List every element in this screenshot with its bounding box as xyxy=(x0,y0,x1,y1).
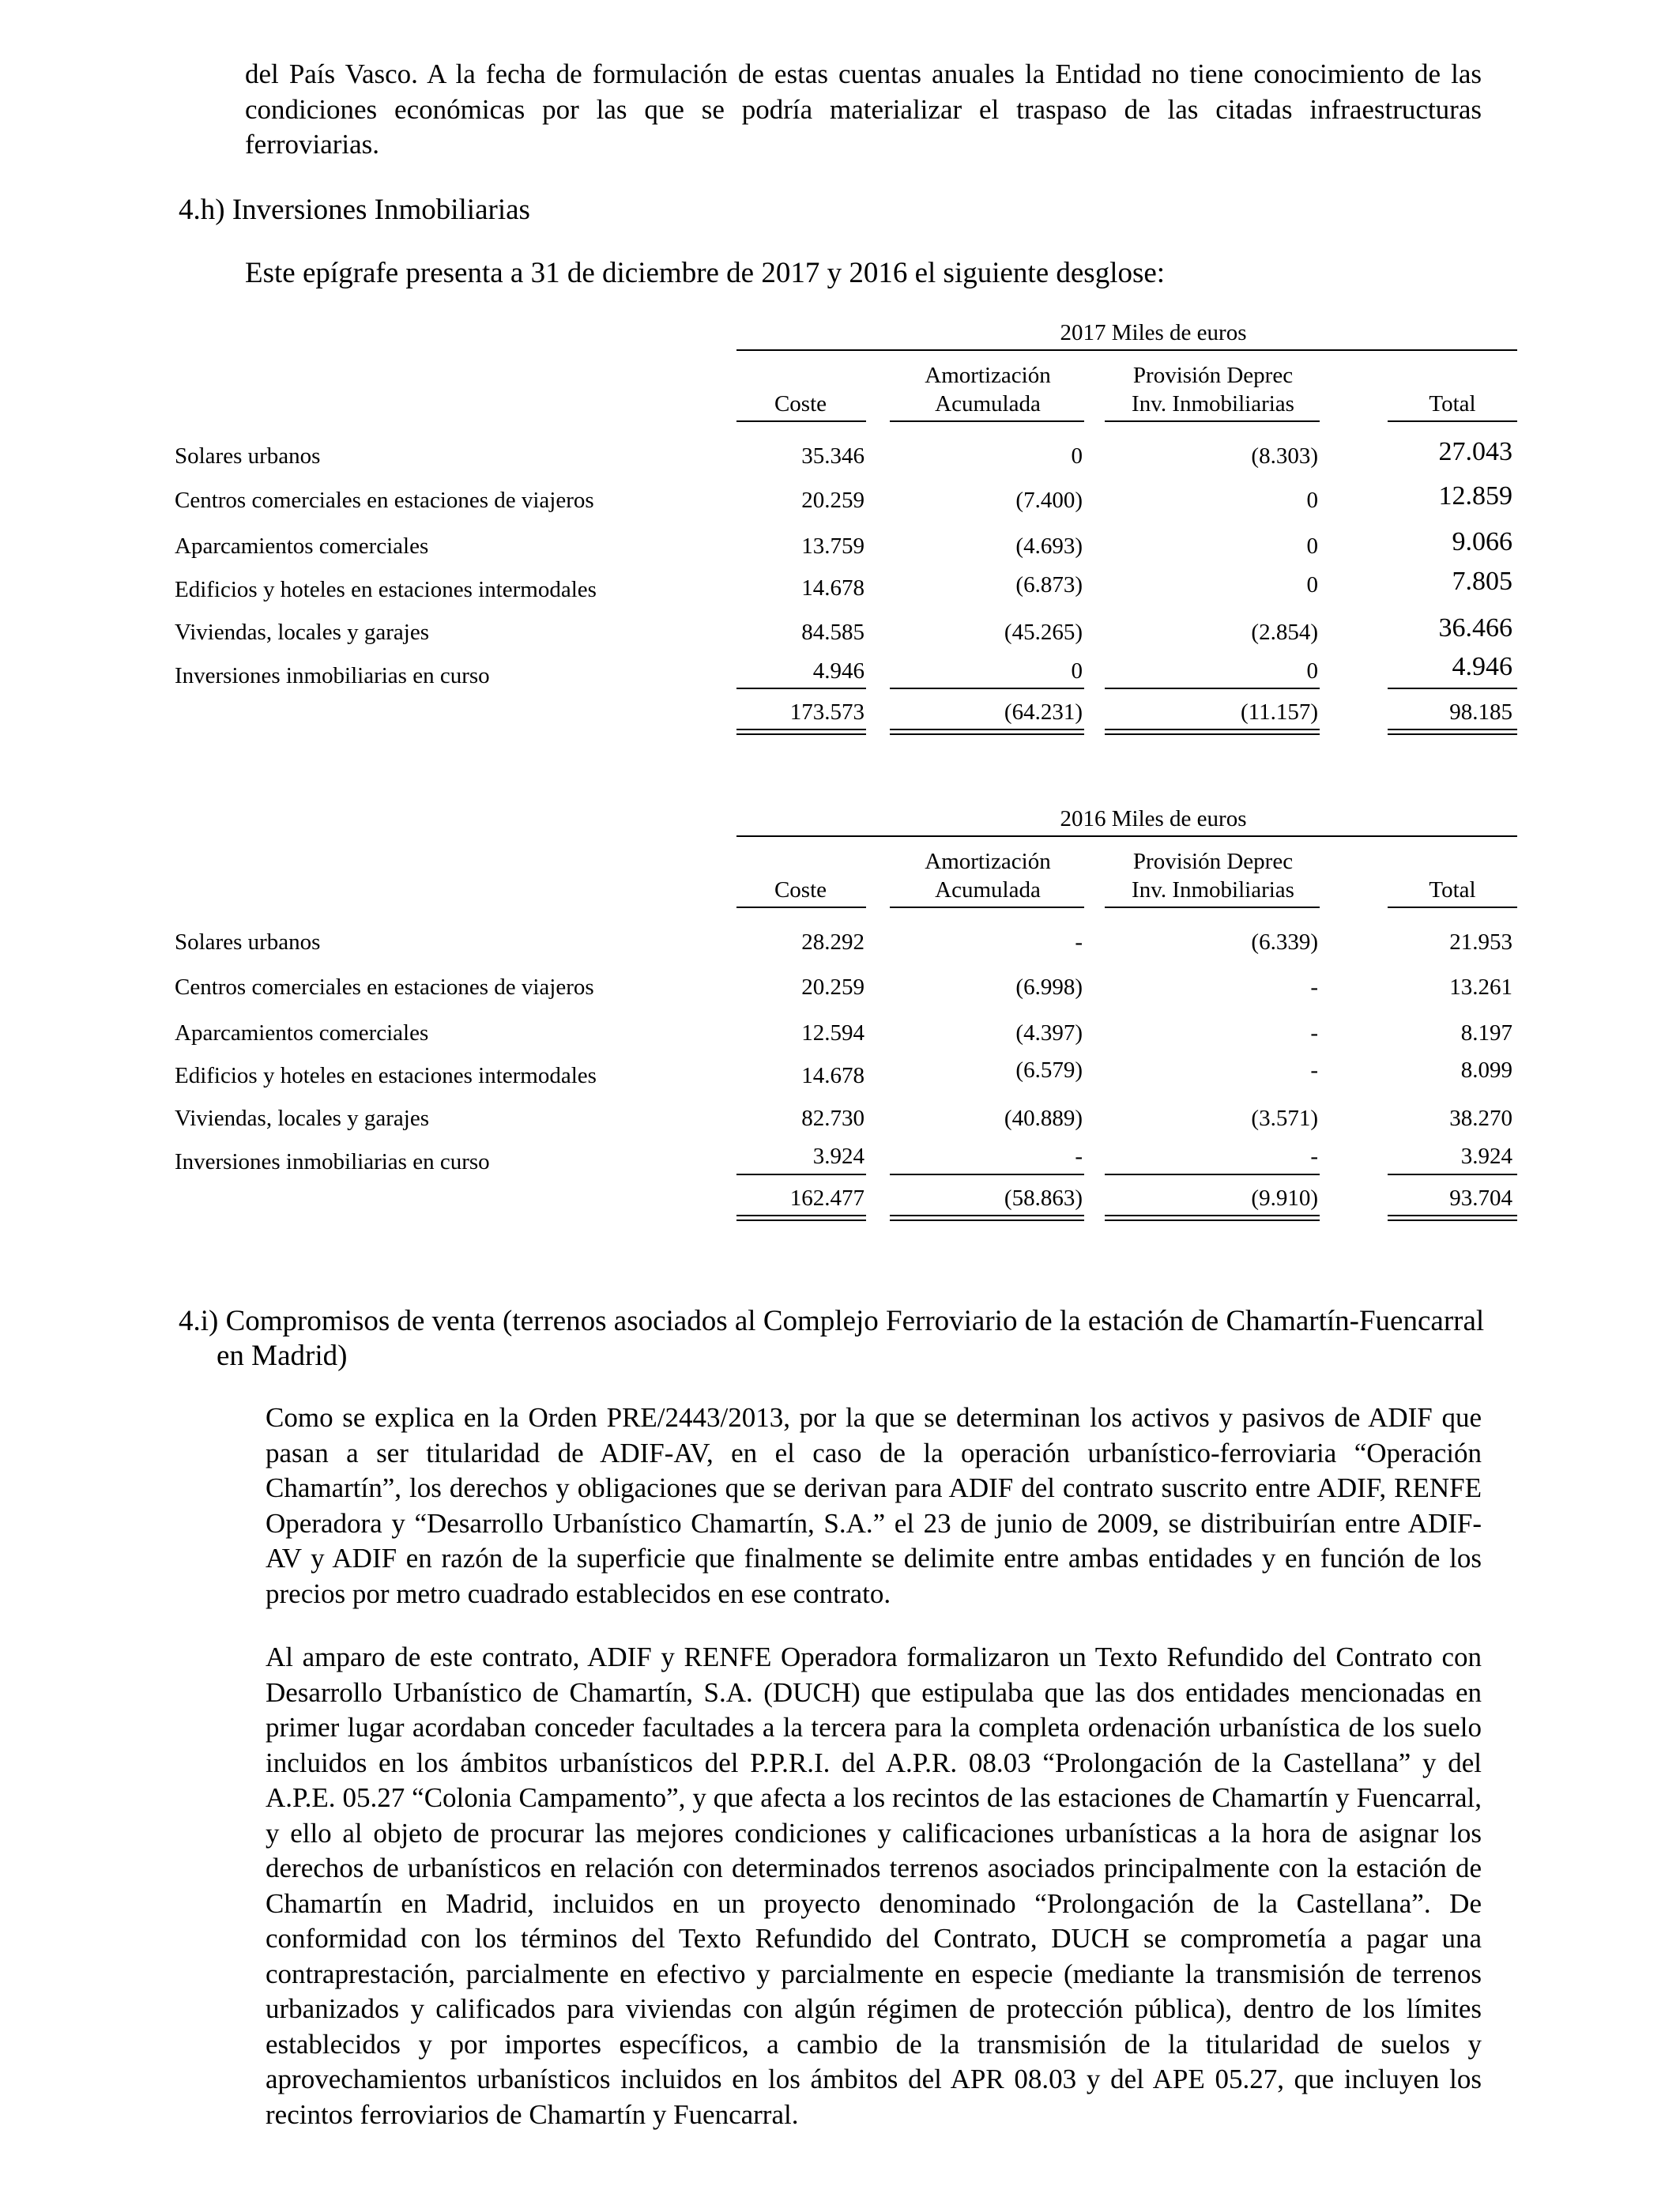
cell-total: 38.270 xyxy=(1449,1106,1512,1131)
subtotal-rule-provision xyxy=(1105,688,1320,689)
total-double-rule-amortizacion xyxy=(890,729,1084,735)
col-header-amortizacion: Amortización xyxy=(925,849,1051,874)
col-header-acumulada: Acumulada xyxy=(935,391,1041,417)
header-rule-total xyxy=(1388,420,1517,422)
cell-amortizacion: 0 xyxy=(1071,658,1083,684)
cell-amortizacion: (4.397) xyxy=(1015,1020,1083,1046)
cell-coste: 13.759 xyxy=(801,533,864,559)
cell-coste: 20.259 xyxy=(801,974,864,1000)
row-label: Centros comerciales en estaciones de viajeros xyxy=(175,974,594,1000)
cell-provision: 0 xyxy=(1306,572,1318,598)
subtotal-rule-amortizacion xyxy=(890,1174,1084,1175)
header-rule-provision xyxy=(1105,420,1320,422)
cell-total: 7.805 xyxy=(1452,567,1512,596)
cell-total: 8.099 xyxy=(1460,1057,1512,1083)
caption-underline xyxy=(736,349,1517,351)
cell-amortizacion: 0 xyxy=(1071,443,1083,469)
row-label: Inversiones inmobiliarias en curso xyxy=(175,1149,490,1174)
header-rule-amortizacion xyxy=(890,420,1084,422)
cell-amortizacion: (4.693) xyxy=(1015,533,1083,559)
cell-provision: (2.854) xyxy=(1251,620,1318,645)
cell-provision: (6.339) xyxy=(1251,929,1318,955)
cell-provision: (8.303) xyxy=(1251,443,1318,469)
subtotal-rule-total xyxy=(1388,688,1517,689)
cell-provision: - xyxy=(1310,1020,1318,1046)
total-provision: (11.157) xyxy=(1241,699,1318,725)
cell-total: 8.197 xyxy=(1460,1020,1512,1046)
cell-provision: - xyxy=(1310,1144,1318,1169)
cell-coste: 3.924 xyxy=(812,1144,864,1169)
total-double-rule-coste xyxy=(736,1215,866,1221)
row-label: Solares urbanos xyxy=(175,443,321,469)
cell-total: 21.953 xyxy=(1449,929,1512,955)
table-caption: 2016 Miles de euros xyxy=(1060,806,1247,831)
total-total: 98.185 xyxy=(1449,699,1512,725)
col-header-coste: Coste xyxy=(774,877,827,903)
cell-amortizacion: (7.400) xyxy=(1015,488,1083,513)
cell-coste: 82.730 xyxy=(801,1106,864,1131)
col-header-coste: Coste xyxy=(774,391,827,417)
total-amortizacion: (64.231) xyxy=(1004,699,1083,725)
cell-amortizacion: (6.579) xyxy=(1015,1057,1083,1083)
cell-coste: 14.678 xyxy=(801,575,864,601)
cell-coste: 28.292 xyxy=(801,929,864,955)
col-header-total: Total xyxy=(1429,391,1476,417)
total-coste: 162.477 xyxy=(789,1186,864,1211)
header-rule-coste xyxy=(736,420,866,422)
total-coste: 173.573 xyxy=(789,699,864,725)
total-double-rule-total xyxy=(1388,1215,1517,1221)
cell-coste: 4.946 xyxy=(812,658,864,684)
cell-total: 3.924 xyxy=(1460,1144,1512,1169)
row-label: Viviendas, locales y garajes xyxy=(175,1106,429,1131)
cell-coste: 35.346 xyxy=(801,443,864,469)
row-label: Inversiones inmobiliarias en curso xyxy=(175,663,490,688)
cell-total: 13.261 xyxy=(1449,974,1512,1000)
col-header-provision: Provisión Deprec xyxy=(1132,363,1294,388)
cell-coste: 14.678 xyxy=(801,1063,864,1088)
cell-amortizacion: - xyxy=(1075,1144,1083,1169)
total-double-rule-provision xyxy=(1105,729,1320,735)
total-double-rule-coste xyxy=(736,729,866,735)
cell-coste: 20.259 xyxy=(801,488,864,513)
total-amortizacion: (58.863) xyxy=(1004,1186,1083,1211)
cell-provision: - xyxy=(1310,1057,1318,1083)
col-header-provision: Provisión Deprec xyxy=(1132,849,1294,874)
cell-amortizacion: (40.889) xyxy=(1004,1106,1083,1131)
section-h-title: 4.h) Inversiones Inmobiliarias xyxy=(179,194,530,226)
section-i-title: 4.i) Compromisos de venta (terrenos asociados al Complejo Ferroviario de la estación de Chamartín-Fuencarral en Madrid) xyxy=(179,1305,1485,1372)
cell-amortizacion: - xyxy=(1075,929,1083,955)
cell-provision: 0 xyxy=(1306,533,1318,559)
caption-underline xyxy=(736,835,1517,837)
col-header-total: Total xyxy=(1429,877,1476,903)
total-total: 93.704 xyxy=(1449,1186,1512,1211)
row-label: Edificios y hoteles en estaciones intermodales xyxy=(175,577,597,602)
cell-total: 9.066 xyxy=(1452,527,1512,556)
total-double-rule-provision xyxy=(1105,1215,1320,1221)
header-rule-total xyxy=(1388,907,1517,908)
cell-provision: 0 xyxy=(1306,488,1318,513)
cell-amortizacion: (45.265) xyxy=(1004,620,1083,645)
header-rule-amortizacion xyxy=(890,907,1084,908)
cell-total: 36.466 xyxy=(1438,613,1512,643)
subtotal-rule-coste xyxy=(736,688,866,689)
section-i-paragraph-1: Como se explica en la Orden PRE/2443/2013, por la que se determinan los activos y pasivos de ADIF que pasan a ser titularidad de ADIF-AV, en el caso de la operación urbanístico-ferroviaria “Operación Chamartín”, los derechos y obligaciones que se derivan para ADIF del contrato suscrito entre ADIF, RENFE Operadora y “Desarrollo Urbanístico Chamartín, S.A.” el 23 de junio de 2009, se distribuirían entre ADIF-AV y ADIF en razón de la superficie que finalmente se delimite entre ambas entidades y en función de los precios por metro cuadrado establecidos en ese contrato. xyxy=(266,1402,1482,1609)
table-caption: 2017 Miles de euros xyxy=(1060,320,1247,345)
cell-amortizacion: (6.873) xyxy=(1015,572,1083,598)
subtotal-rule-provision xyxy=(1105,1174,1320,1175)
cell-provision: 0 xyxy=(1306,658,1318,684)
total-double-rule-total xyxy=(1388,729,1517,735)
row-label: Edificios y hoteles en estaciones intermodales xyxy=(175,1063,597,1088)
cell-provision: - xyxy=(1310,974,1318,1000)
subtotal-rule-total xyxy=(1388,1174,1517,1175)
header-rule-coste xyxy=(736,907,866,908)
col-header-amortizacion: Amortización xyxy=(925,363,1051,388)
row-label: Viviendas, locales y garajes xyxy=(175,620,429,645)
col-header-acumulada: Acumulada xyxy=(935,877,1041,903)
header-rule-provision xyxy=(1105,907,1320,908)
subtotal-rule-coste xyxy=(736,1174,866,1175)
col-header-inv-inmobiliarias: Inv. Inmobiliarias xyxy=(1132,877,1294,903)
cell-coste: 12.594 xyxy=(801,1020,864,1046)
row-label: Aparcamientos comerciales xyxy=(175,1020,429,1046)
intro-paragraph: del País Vasco. A la fecha de formulación de estas cuentas anuales la Entidad no tiene conocimiento de las condiciones económicas por las que se podría materializar el traspaso de las citadas infraestructuras ferroviarias. xyxy=(245,58,1482,160)
total-provision: (9.910) xyxy=(1251,1186,1318,1211)
cell-total: 27.043 xyxy=(1438,437,1512,466)
cell-provision: (3.571) xyxy=(1251,1106,1318,1131)
row-label: Centros comerciales en estaciones de viajeros xyxy=(175,488,594,513)
subtotal-rule-amortizacion xyxy=(890,688,1084,689)
section-i-paragraph-2: Al amparo de este contrato, ADIF y RENFE Operadora formalizaron un Texto Refundido del Contrato con Desarrollo Urbanístico de Chamartín, S.A. (DUCH) que estipulaba que las dos entidades mencionadas en primer lugar acordaban conceder facultades a la tercera para la completa ordenación urbanística de los suelo incluidos en los ámbitos urbanísticos del P.P.R.I. del A.P.R. 08.03 “Prolongación de la Castellana” y del A.P.E. 05.27 “Colonia Campamento”, y que afecta a los recintos de las estaciones de Chamartín y Fuencarral, y ello al objeto de procurar las mejores condiciones y calificaciones urbanísticas a la hora de asignar los derechos de urbanísticos en relación con determinados terrenos asociados principalmente con la estación de Chamartín en Madrid, incluidos en un proyecto denominado “Prolongación de la Castellana”. De conformidad con los términos del Texto Refundido del Contrato, DUCH se comprometía a pagar una contraprestación, parcialmente en efectivo y parcialmente en especie (mediante la transmisión de terrenos urbanizados y calificados para viviendas con algún régimen de protección pública), dentro de los límites establecidos y por importes específicos, a cambio de la transmisión de la titularidad de suelos y aprovechamientos urbanísticos incluidos en los ámbitos del APR 08.03 y del APE 05.27, que incluyen los recintos ferroviarios de Chamartín y Fuencarral. xyxy=(266,1642,1482,2130)
cell-total: 4.946 xyxy=(1452,652,1512,681)
cell-amortizacion: (6.998) xyxy=(1015,974,1083,1000)
row-label: Aparcamientos comerciales xyxy=(175,533,429,559)
cell-coste: 84.585 xyxy=(801,620,864,645)
cell-total: 12.859 xyxy=(1438,481,1512,511)
row-label: Solares urbanos xyxy=(175,929,321,955)
col-header-inv-inmobiliarias: Inv. Inmobiliarias xyxy=(1132,391,1294,417)
section-h-lead: Este epígrafe presenta a 31 de diciembre de 2017 y 2016 el siguiente desglose: xyxy=(245,257,1166,289)
total-double-rule-amortizacion xyxy=(890,1215,1084,1221)
